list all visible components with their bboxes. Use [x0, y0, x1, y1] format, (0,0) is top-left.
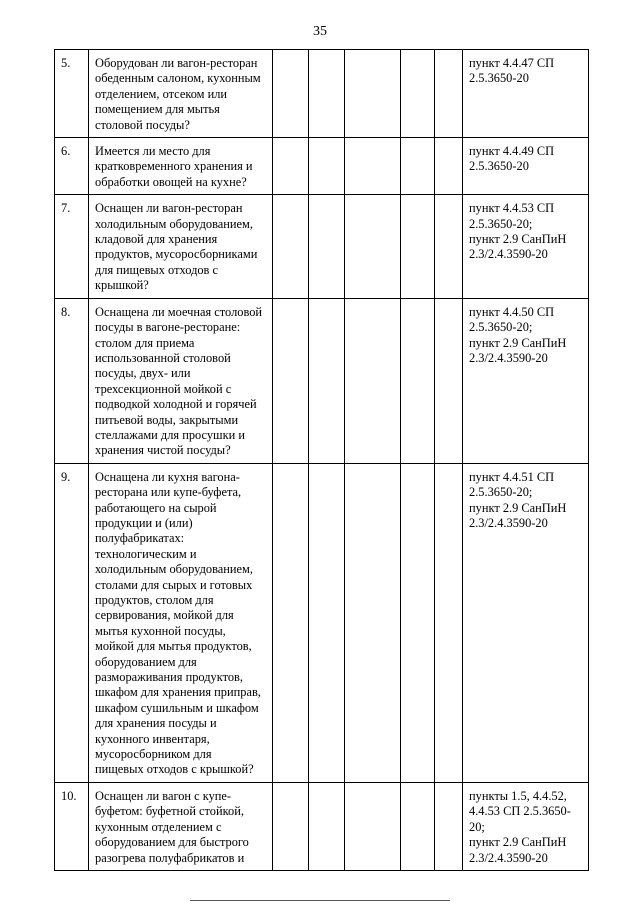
answer-cell — [435, 463, 463, 782]
answer-cell — [345, 463, 401, 782]
question-text: Оснащена ли кухня вагона- ресторана или купе-буфета, работающего на сырой продукции и (или) полуфабрикатах: технологическим и холодильным оборудованием, столами для сырых и готовых продуктов, столом для сервирования, мойкой для мытья кухонной посуды, мойкой для мытья продуктов, оборудованием для размораживания продуктов, шкафом для хранения приправ, шкафом сушильным и шкафом для хранения посуды и кухонного инвентаря, мусоросборником для пищевых отходов с крышкой? — [89, 463, 273, 782]
row-number: 10. — [55, 782, 89, 870]
answer-cell — [309, 463, 345, 782]
table-row — [55, 463, 589, 782]
answer-cell — [309, 195, 345, 298]
answer-cell — [435, 782, 463, 870]
answer-cell — [273, 138, 309, 195]
row-number: 7. — [55, 195, 89, 298]
question-text: Оснащена ли моечная столовой посуды в вагоне-ресторане: столом для приема использованной столовой посуды, двух- или трехсекционной мойкой с подводкой холодной и горячей питьевой воды, закрытыми стеллажами для просушки и хранения чистой посуды? — [89, 298, 273, 463]
table-row — [55, 50, 589, 138]
answer-cell — [273, 782, 309, 870]
answer-cell — [401, 50, 435, 138]
answer-cell — [401, 195, 435, 298]
answer-cell — [345, 138, 401, 195]
bottom-rule — [190, 900, 450, 901]
answer-cell — [273, 195, 309, 298]
answer-cell — [345, 50, 401, 138]
answer-cell — [273, 50, 309, 138]
regulation-reference: пункт 4.4.49 СП 2.5.3650-20 — [463, 138, 589, 195]
page-number: 35 — [313, 24, 327, 39]
row-number: 5. — [55, 50, 89, 138]
table-row — [55, 138, 589, 195]
regulation-reference: пункты 1.5, 4.4.52, 4.4.53 СП 2.5.3650-20; пункт 2.9 СанПиН 2.3/2.4.3590-20 — [463, 782, 589, 870]
answer-cell — [401, 138, 435, 195]
answer-cell — [345, 782, 401, 870]
answer-cell — [435, 138, 463, 195]
answer-cell — [435, 195, 463, 298]
question-text: Имеется ли место для кратковременного хранения и обработки овощей на кухне? — [89, 138, 273, 195]
answer-cell — [401, 782, 435, 870]
question-text: Оснащен ли вагон-ресторан холодильным оборудованием, кладовой для хранения продуктов, мусоросборниками для пищевых отходов с крышкой? — [89, 195, 273, 298]
table-row — [55, 782, 589, 870]
answer-cell — [345, 195, 401, 298]
answer-cell — [309, 782, 345, 870]
regulation-reference: пункт 4.4.51 СП 2.5.3650-20; пункт 2.9 СанПиН 2.3/2.4.3590-20 — [463, 463, 589, 782]
table-row — [55, 195, 589, 298]
regulation-reference: пункт 4.4.53 СП 2.5.3650-20; пункт 2.9 СанПиН 2.3/2.4.3590-20 — [463, 195, 589, 298]
question-text: Оснащен ли вагон с купе- буфетом: буфетной стойкой, кухонным отделением с оборудованием для быстрого разогрева полуфабрикатов и — [89, 782, 273, 870]
answer-cell — [273, 298, 309, 463]
answer-cell — [309, 138, 345, 195]
answer-cell — [345, 298, 401, 463]
answer-cell — [309, 50, 345, 138]
answer-cell — [435, 298, 463, 463]
row-number: 8. — [55, 298, 89, 463]
row-number: 9. — [55, 463, 89, 782]
answer-cell — [401, 298, 435, 463]
answer-cell — [273, 463, 309, 782]
answer-cell — [435, 50, 463, 138]
regulation-reference: пункт 4.4.50 СП 2.5.3650-20; пункт 2.9 СанПиН 2.3/2.4.3590-20 — [463, 298, 589, 463]
answer-cell — [309, 298, 345, 463]
table-row — [55, 298, 589, 463]
regulation-reference: пункт 4.4.47 СП 2.5.3650-20 — [463, 50, 589, 138]
answer-cell — [401, 463, 435, 782]
row-number: 6. — [55, 138, 89, 195]
question-text: Оборудован ли вагон-ресторан обеденным салоном, кухонным отделением, отсеком или помещением для мытья столовой посуды? — [89, 50, 273, 138]
checklist-table — [54, 49, 589, 871]
